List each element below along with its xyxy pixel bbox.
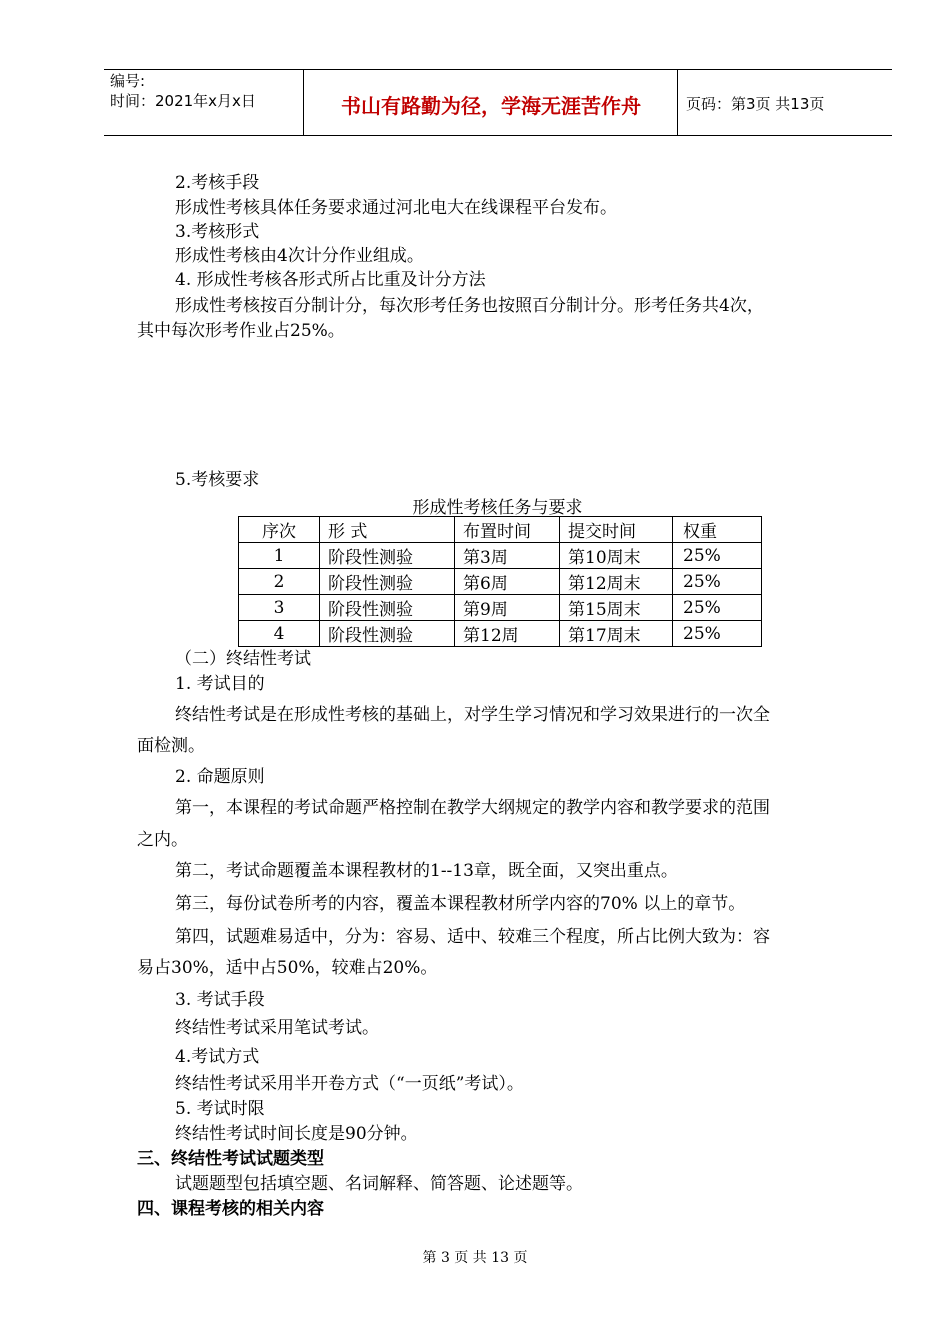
- table-cell: 第3周: [455, 543, 560, 569]
- column-header: 权重: [673, 517, 762, 543]
- section-heading: 5.考核要求: [175, 470, 260, 490]
- section-heading: 4. 形成性考核各形式所占比重及计分方法: [175, 270, 486, 290]
- table-cell: 3: [239, 595, 320, 621]
- paragraph: 终结性考试是在形成性考核的基础上，对学生学习情况和学习效果进行的一次全: [175, 705, 770, 725]
- table-cell: 25%: [673, 621, 762, 647]
- section-heading: 2. 命题原则: [175, 767, 265, 787]
- table-cell: 第6周: [455, 569, 560, 595]
- column-header: 序次: [239, 517, 320, 543]
- paragraph: 终结性考试采用笔试考试。: [175, 1018, 379, 1038]
- page-footer: 第 3 页 共 13 页: [422, 1250, 528, 1266]
- paragraph: 第四，试题难易适中，分为：容易、适中、较难三个程度，所占比例大致为：容: [175, 927, 770, 947]
- table-row: [239, 621, 762, 647]
- table-cell: 4: [239, 621, 320, 647]
- section-heading: 5. 考试时限: [175, 1099, 265, 1119]
- paragraph: 终结性考试时间长度是90分钟。: [175, 1124, 418, 1144]
- paragraph: 面检测。: [137, 736, 205, 756]
- paragraph: 形成性考核按百分制计分，每次形考任务也按照百分制计分。形考任务共4次，: [175, 296, 764, 316]
- section-heading: 3. 考试手段: [175, 990, 265, 1010]
- section-heading: 2.考核手段: [175, 173, 260, 193]
- header-top-rule: [104, 69, 892, 70]
- paragraph: 试题题型包括填空题、名词解释、简答题、论述题等。: [175, 1174, 583, 1194]
- table-cell: 2: [239, 569, 320, 595]
- table-cell: 阶段性测验: [320, 543, 455, 569]
- number-label: 编号:: [110, 72, 146, 90]
- header-motto: 书山有路勤为径，学海无涯苦作舟: [341, 94, 641, 118]
- table-header-row: [239, 517, 762, 543]
- table-cell: 阶段性测验: [320, 569, 455, 595]
- table-row: [239, 569, 762, 595]
- table-cell: 第12周末: [560, 569, 673, 595]
- paragraph: 第三，每份试卷所考的内容，覆盖本课程教材所学内容的70% 以上的章节。: [175, 894, 746, 914]
- chapter-heading: 四、课程考核的相关内容: [137, 1199, 324, 1219]
- column-header: 提交时间: [560, 517, 673, 543]
- header-divider: [303, 69, 304, 136]
- date-label: 时间：2021年x月x日: [110, 92, 256, 110]
- column-header: 布置时间: [455, 517, 560, 543]
- table-cell: 第15周末: [560, 595, 673, 621]
- paragraph: 形成性考核具体任务要求通过河北电大在线课程平台发布。: [175, 198, 617, 218]
- table-cell: 阶段性测验: [320, 621, 455, 647]
- header-meta: [110, 71, 256, 111]
- header-page-info: 页码：第3页 共13页: [686, 95, 825, 113]
- assessment-table: [238, 516, 762, 647]
- section-heading: 1. 考试目的: [175, 674, 265, 694]
- table-cell: 1: [239, 543, 320, 569]
- table-title: 形成性考核任务与要求: [412, 498, 583, 518]
- table-cell: 第17周末: [560, 621, 673, 647]
- table-cell: 第10周末: [560, 543, 673, 569]
- table-cell: 25%: [673, 569, 762, 595]
- paragraph: 形成性考核由4次计分作业组成。: [175, 246, 424, 266]
- chapter-heading: 三、终结性考试试题类型: [137, 1149, 324, 1169]
- table-cell: 25%: [673, 595, 762, 621]
- section-heading: （二）终结性考试: [175, 649, 311, 669]
- header-bottom-rule: [104, 135, 892, 136]
- section-heading: 4.考试方式: [175, 1047, 260, 1067]
- table-row: [239, 543, 762, 569]
- column-header: 形 式: [320, 517, 455, 543]
- table-cell: 第9周: [455, 595, 560, 621]
- table-cell: 25%: [673, 543, 762, 569]
- table-cell: 第12周: [455, 621, 560, 647]
- table-row: [239, 595, 762, 621]
- paragraph: 第二，考试命题覆盖本课程教材的1--13章，既全面，又突出重点。: [175, 861, 678, 881]
- paragraph: 终结性考试采用半开卷方式（“一页纸”考试）。: [175, 1074, 524, 1094]
- paragraph: 之内。: [137, 830, 188, 850]
- paragraph: 第一，本课程的考试命题严格控制在教学大纲规定的教学内容和教学要求的范围: [175, 798, 770, 818]
- paragraph: 易占30%，适中占50%，较难占20%。: [137, 958, 438, 978]
- header-divider: [677, 69, 678, 136]
- paragraph: 其中每次形考作业占25%。: [137, 321, 345, 341]
- section-heading: 3.考核形式: [175, 222, 260, 242]
- table-cell: 阶段性测验: [320, 595, 455, 621]
